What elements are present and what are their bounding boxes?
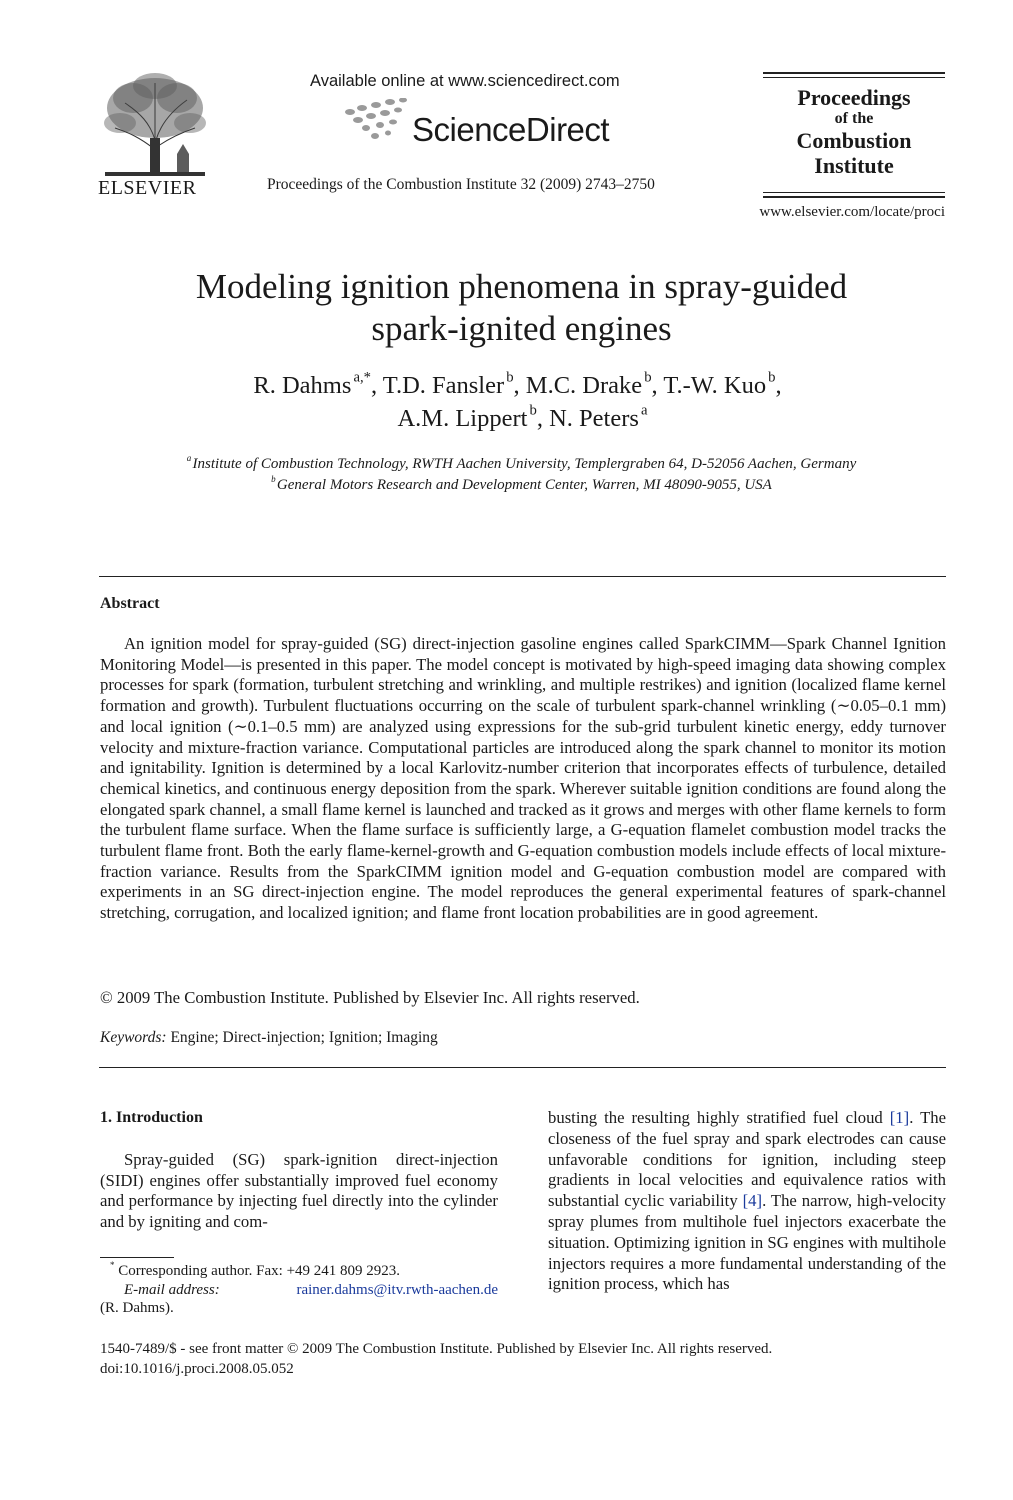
affiliation-text: General Motors Research and Development Center, Warren, MI 48090-9055, USA [276,477,772,493]
journal-box-line: of the [834,110,874,127]
affiliation [0,473,1013,494]
available-online-text: Available online at www.sciencedirect.com [310,72,620,90]
affiliation [0,452,1013,473]
keywords-label: Keywords: [100,1029,167,1046]
intro-paragraph-continued [548,1108,946,1295]
abstract-heading: Abstract [100,595,160,612]
publisher-name: ELSEVIER [98,177,197,199]
author-list-line1: R. Dahms $^{a,*}$, T.D. Fansler $^b$, M.C. Drake $^b$, T.-W. Kuo $^b$, [253,369,782,399]
author-name: M.C. Drake [525,372,643,399]
author-affiliation-mark: b [506,369,514,386]
reference-link[interactable]: [4] [742,1191,763,1211]
section-heading: 1. Introduction [100,1109,203,1126]
footnote-author-name: (R. Dahms). [100,1300,174,1316]
reference-link[interactable]: [1] [889,1108,910,1127]
keywords-list: Engine; Direct-injection; Ignition; Imaging [170,1029,438,1046]
author-name: N. Peters [549,405,639,432]
journal-url-link[interactable]: www.elsevier.com/locate/proci [759,204,945,220]
abstract-body [100,634,946,924]
affiliation-mark: a [186,452,192,463]
journal-citation: Proceedings of the Combustion Institute 32 (2009) 2743–2750 [267,176,655,193]
affiliation-mark: b [271,473,276,484]
author-affiliation-mark: b [644,369,652,386]
email-link[interactable]: rainer.dahms@itv.rwth-aachen.de [296,1282,498,1298]
footnote-corresponding [100,1259,498,1281]
footnote-text: Corresponding author. Fax: +49 241 809 2923. [118,1263,401,1279]
footnote-email [100,1281,498,1300]
keywords [100,1029,438,1047]
divider [99,1067,946,1068]
intro-paragraph: Spray-guided (SG) spark-ignition direct-injection (SIDI) engines offer substantially improved fuel economy and performance by injecting fuel directly into the cylinder and by igniting and com- [100,1150,498,1232]
journal-box-line: Institute [814,153,894,178]
abstract-copyright: © 2009 The Combustion Institute. Published by Elsevier Inc. All rights reserved. [100,988,640,1007]
intro-text: busting the resulting highly stratified fuel cloud [548,1108,883,1127]
author-affiliation-mark: a [640,402,648,419]
author-name: R. Dahms [253,372,352,399]
abstract-text: An ignition model for spray-guided (SG) direct-injection gasoline engines called SparkCIMM—Spark Channel Ignition Monitoring Model—is presented in this paper. The model concept is motivated by high-speed imaging data showing complex processes for spark (formation, turbulent stretching and wrinkling, and multiple restrikes) and ignition (localized flame kernel formation and growth). Turbulent fluctuations occurring on the scale of turbulent spark-channel wrinkling (∼0.05–0.1 mm) and local ignition (∼0.1–0.5 mm) are analyzed using expressions for the sub-grid turbulent kinetic energy, eddy turnover velocity and mixture-fraction variance. Computational particles are introduced along the spark channel to monitor its motion and ignitability. Ignition is determined by a local Karlovitz-number criterion that incorporates effects of turbulence, detailed chemical kinetics, and continuous energy deposition from the spark. Wherever suitable ignition conditions are found along the elongated spark channel, a small flame kernel is launched and tracked as it grows and merges with other flame kernels to form the turbulent flame surface. When the flame surface is sufficiently large, a G-equation flamelet combustion model tracks the turbulent flame front. Both the early flame-kernel-growth and G-equation combustion models include effects of local mixture-fraction variance. Results from the SparkCIMM ignition model and G-equation combustion model are compared with experiments in an SG direct-injection engine. The model reproduces the general experimental features of spark-channel stretching, corrugation, and localized ignition; and flame front location probabilities are in good agreement. [100,634,946,923]
intro-text: . The narrow, high-velocity spray plumes from multihole fuel injectors exacerbate the situation. Optimizing ignition in SG engines with multihole injectors requires a more fundamental understanding of the ignition process, which has [548,1191,947,1294]
author-list-line2: A.M. Lippert $^b$, N. Peters $^a$ [397,402,648,432]
author-name: T.-W. Kuo [663,372,767,399]
front-matter-line: 1540-7489/$ - see front matter © 2009 The Combustion Institute. Published by Elsevier Inc. All rights reserved. [100,1341,773,1357]
left-column [100,1150,498,1233]
author-affiliation-mark: a,* [353,369,371,386]
intro-text: . The closeness of the fuel spray and spark electrodes can cause unfavorable conditions for ignition, including steep gradients in local velocities and equivalence ratios with substantial cyclic variability [548,1108,947,1211]
article-title [0,266,1013,350]
journal-title-box [763,72,945,198]
author-name: T.D. Fansler [382,372,505,399]
author-affiliation-mark: b [768,369,776,386]
journal-box-line: Combustion [796,128,912,153]
footnote-mark: * [110,1259,115,1270]
right-column [548,1108,946,1295]
footnote-divider [100,1257,174,1258]
title-line: spark-ignited engines [371,309,672,348]
email-label: E-mail address: [124,1282,220,1298]
sciencedirect-dots-icon [340,98,420,146]
affiliation-text: Institute of Combustion Technology, RWTH Aachen University, Templergraben 64, D-52056 Aachen, Germany [192,456,857,472]
journal-box-line: Proceedings [797,85,911,110]
sciencedirect-logo-text: ScienceDirect [412,111,610,148]
author-name: A.M. Lippert [397,405,528,432]
author-affiliation-mark: b [529,402,537,419]
divider [99,576,946,577]
doi: doi:10.1016/j.proci.2008.05.052 [100,1361,294,1377]
title-line: Modeling ignition phenomena in spray-guided [195,267,848,306]
